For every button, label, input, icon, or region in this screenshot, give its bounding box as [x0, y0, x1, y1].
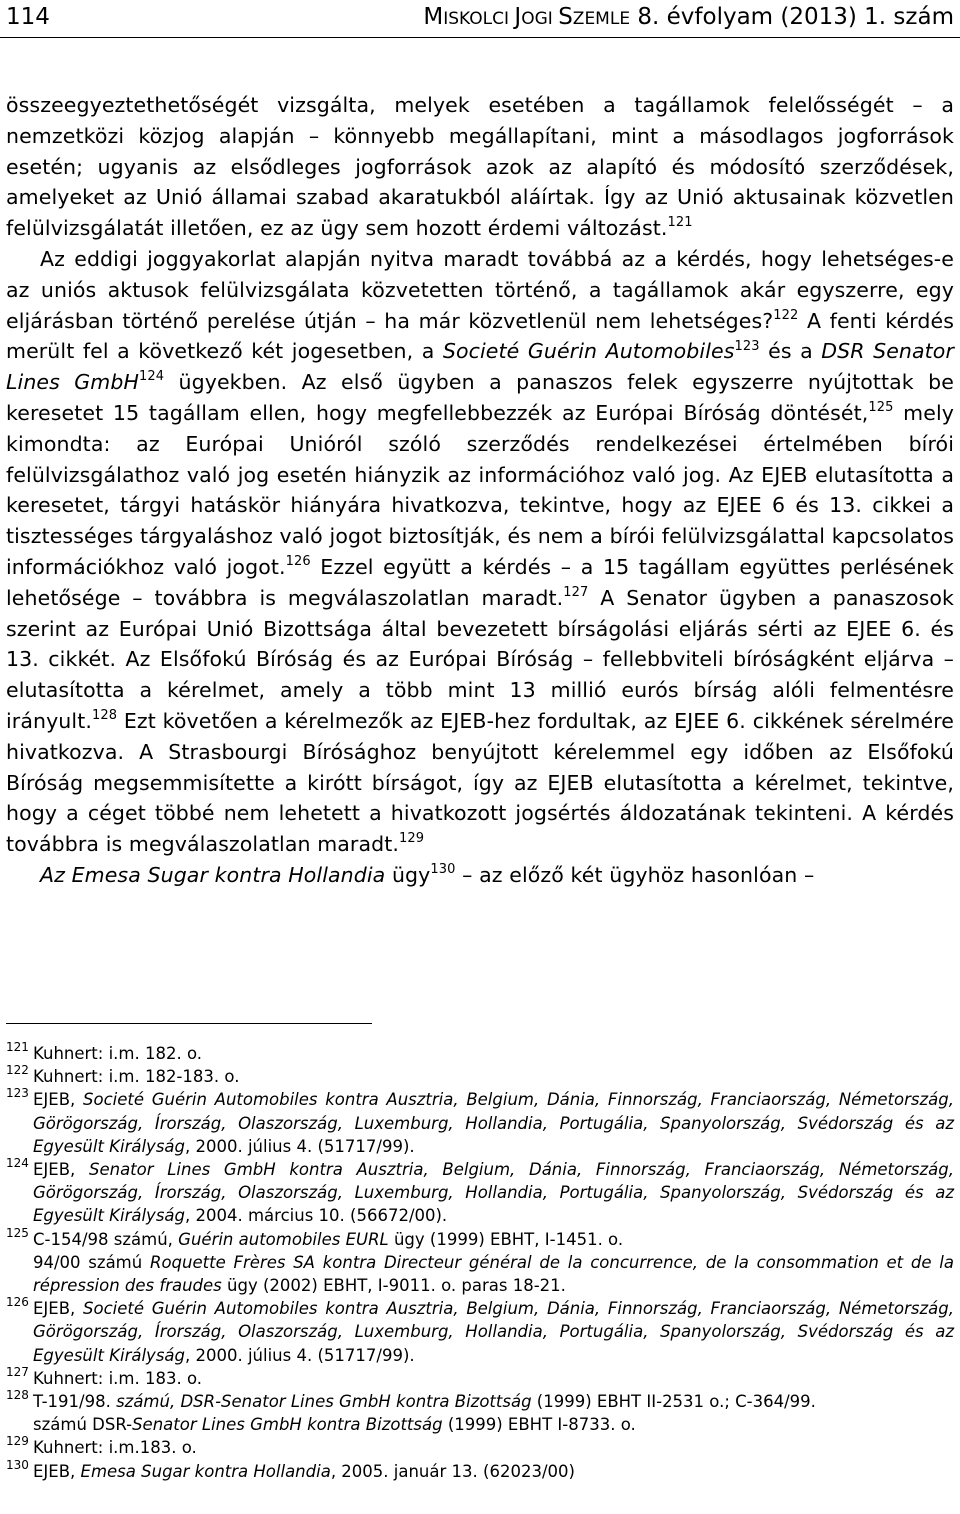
footnote-ref: 129 — [398, 831, 425, 847]
case-name: Az Emesa Sugar kontra Hollandia — [40, 862, 386, 887]
footnote-ref: 123 — [734, 338, 760, 354]
footnote-125-continued: 94/00 számú Roquette Frères SA kontra Directeur général de la concurrence, de la consommation et de la répression des fraudes ügy (2002) EBHT, I-9011. o. paras 18-21. — [33, 1252, 954, 1296]
paragraph-2: Az eddigi joggyakorlat alapján nyitva maradt továbbá az a kérdés, hogy lehetséges-e az uniós aktusok felülvizsgálata közvetetten történő, a tagállamok akár egyszerre, egy eljárásban történő perelése útján – ha már közvetlenül nem lehetséges?$^{122}$ A fenti kérdés merült fel a következő két jogesetben, a Societé Guérin Automobiles$^{123}$ és a DSR Senator Lines GmbH$^{124}$ ügyekben. Az első ügyben a panaszos felek egyszerre nyújtottak be keresetet 15 tagállam ellen, hogy megfellebbezzék az Európai Bíróság döntését,$^{125}$ mely kimondta: az Európai Unióról szóló szerződés rendelkezései értelmében bírói felülvizsgálathoz való jog esetén hiányzik az információhoz való jog. Az EJEB elutasította a keresetet, tárgyi hatáskör hiányára hivatkozva, tekintve, hogy az EJEE 6 és 13. cikkei a tisztességes tárgyaláshoz való jogot biztosítják, és nem a bírói felülvizsgálattal kapcsolatos információkhoz való jogot.$^{126}$ Ezzel együtt a kérdés – a 15 tagállam együttes perlésének lehetősége – továbbra is megválaszolatlan maradt.$^{127}$ A Senator ügyben a panaszosok szerint az Európai Unió Bizottsága által bevezetett bírságolási eljárás sérti az EJEE 6. és 13. cikkét. Az Elsőfokú Bíróság és az Európai Bíróság – fellebbviteli bíróságként eljárva – elutasította a kérelmet, amely a több mint 13 millió eurós bírság alóli felmentésre irányult.$^{128}$ Ezt követően a kérelmezők az EJEB-hez fordultak, az EJEE 6. cikkének sérelmére hivatkozva. A Strasbourgi Bírósághoz benyújtott kérelemmel egy időben az Elsőfokú Bíróság megsemmisítette a kirótt bírságot, így az EJEB elutasította a kérelmet, tekintve, hogy a céget többé nem lehetett a hivatkozott jogsértés áldozatának tekinteni. A kérdés továbbra is megválaszolatlan maradt.$^{129}$ — [6, 246, 954, 857]
footnotes — [6, 1042, 954, 1483]
footnote-ref: 121 — [667, 215, 693, 231]
footnote-ref: 125 — [868, 400, 894, 416]
main-text — [6, 90, 954, 891]
footnote-129: 129 Kuhnert: i.m.183. o. — [6, 1434, 197, 1458]
footnote-128-continued: számú DSR-Senator Lines GmbH kontra Bizottság (1999) EBHT I-8733. o. — [33, 1415, 636, 1435]
footnote-ref: 128 — [91, 708, 118, 724]
footnote-separator — [6, 1023, 372, 1024]
footnote-121: 121 Kuhnert: i.m. 182. o. — [6, 1040, 203, 1063]
footnote-ref: 126 — [285, 554, 311, 570]
header-rule — [0, 37, 960, 38]
footnote-123: 123 EJEB, Societé Guérin Automobiles kontra Ausztria, Belgium, Dánia, Finnország, Franciaország, Németország, Görögország, Írország, Olaszország, Luxemburg, Hollandia, Portugália, Spanyolország, Svédország és az Egyesült Királyság, 2000. július 4. (51717/99). — [6, 1086, 954, 1156]
footnote-126: 126 EJEB, Societé Guérin Automobiles kontra Ausztria, Belgium, Dánia, Finnország, Franciaország, Németország, Görögország, Írország, Olaszország, Luxemburg, Hollandia, Portugália, Spanyolország, Svédország és az Egyesült Királyság, 2000. július 4. (51717/99). — [6, 1295, 954, 1365]
case-name: Societé Guérin Automobiles — [442, 339, 735, 364]
footnote-125: 125 C-154/98 számú, Guérin automobiles EURL ügy (1999) EBHT, I-1451. o. — [6, 1225, 624, 1249]
footnote-128: 128 T-191/98. számú, DSR-Senator Lines GmbH kontra Bizottság (1999) EBHT II-2531 o.; C-364/99. — [6, 1388, 816, 1412]
footnote-ref: 122 — [773, 307, 799, 323]
footnote-130: 130 EJEB, Emesa Sugar kontra Hollandia, 2005. január 13. (62023/00) — [6, 1457, 575, 1481]
page-number: 114 — [6, 4, 50, 30]
footnote-ref: 130 — [430, 862, 456, 878]
paragraph-3: Az Emesa Sugar kontra Hollandia ügy$^{130}$ – az előző két ügyhöz hasonlóan – — [40, 862, 815, 887]
running-header — [6, 2, 954, 36]
footnote-127: 127 Kuhnert: i.m. 183. o. — [6, 1364, 203, 1388]
footnote-ref: 124 — [139, 369, 165, 385]
case-name: DSR Senator Lines GmbH — [6, 339, 954, 395]
footnote-122: 122 Kuhnert: i.m. 182-183. o. — [6, 1063, 240, 1087]
journal-title: MISKOLCI JOGI SZEMLE 8. évfolyam (2013) 1. szám — [423, 4, 954, 30]
footnote-ref: 127 — [563, 584, 589, 600]
paragraph-1: összeegyeztethetőségét vizsgálta, melyek esetében a tagállamok felelősségét – a nemzetközi közjog alapján – könnyebb megállapítani, mint a másodlagos jogforrások esetén; ugyanis az elsődleges jogforrások azok az alapító és módosító szerződések, amelyeket az Unió államai szabad akaratukból aláírtak. Így az Unió aktusainak közvetlen felülvizsgálatát illetően, ez az ügy sem hozott érdemi változást.$^{121}$ — [6, 93, 954, 241]
footnote-124: 124 EJEB, Senator Lines GmbH kontra Ausztria, Belgium, Dánia, Finnország, Franciaország, Németország, Görögország, Írország, Olaszország, Luxemburg, Hollandia, Portugália, Spanyolország, Svédország és az Egyesült Királyság, 2004. március 10. (56672/00). — [6, 1156, 954, 1226]
